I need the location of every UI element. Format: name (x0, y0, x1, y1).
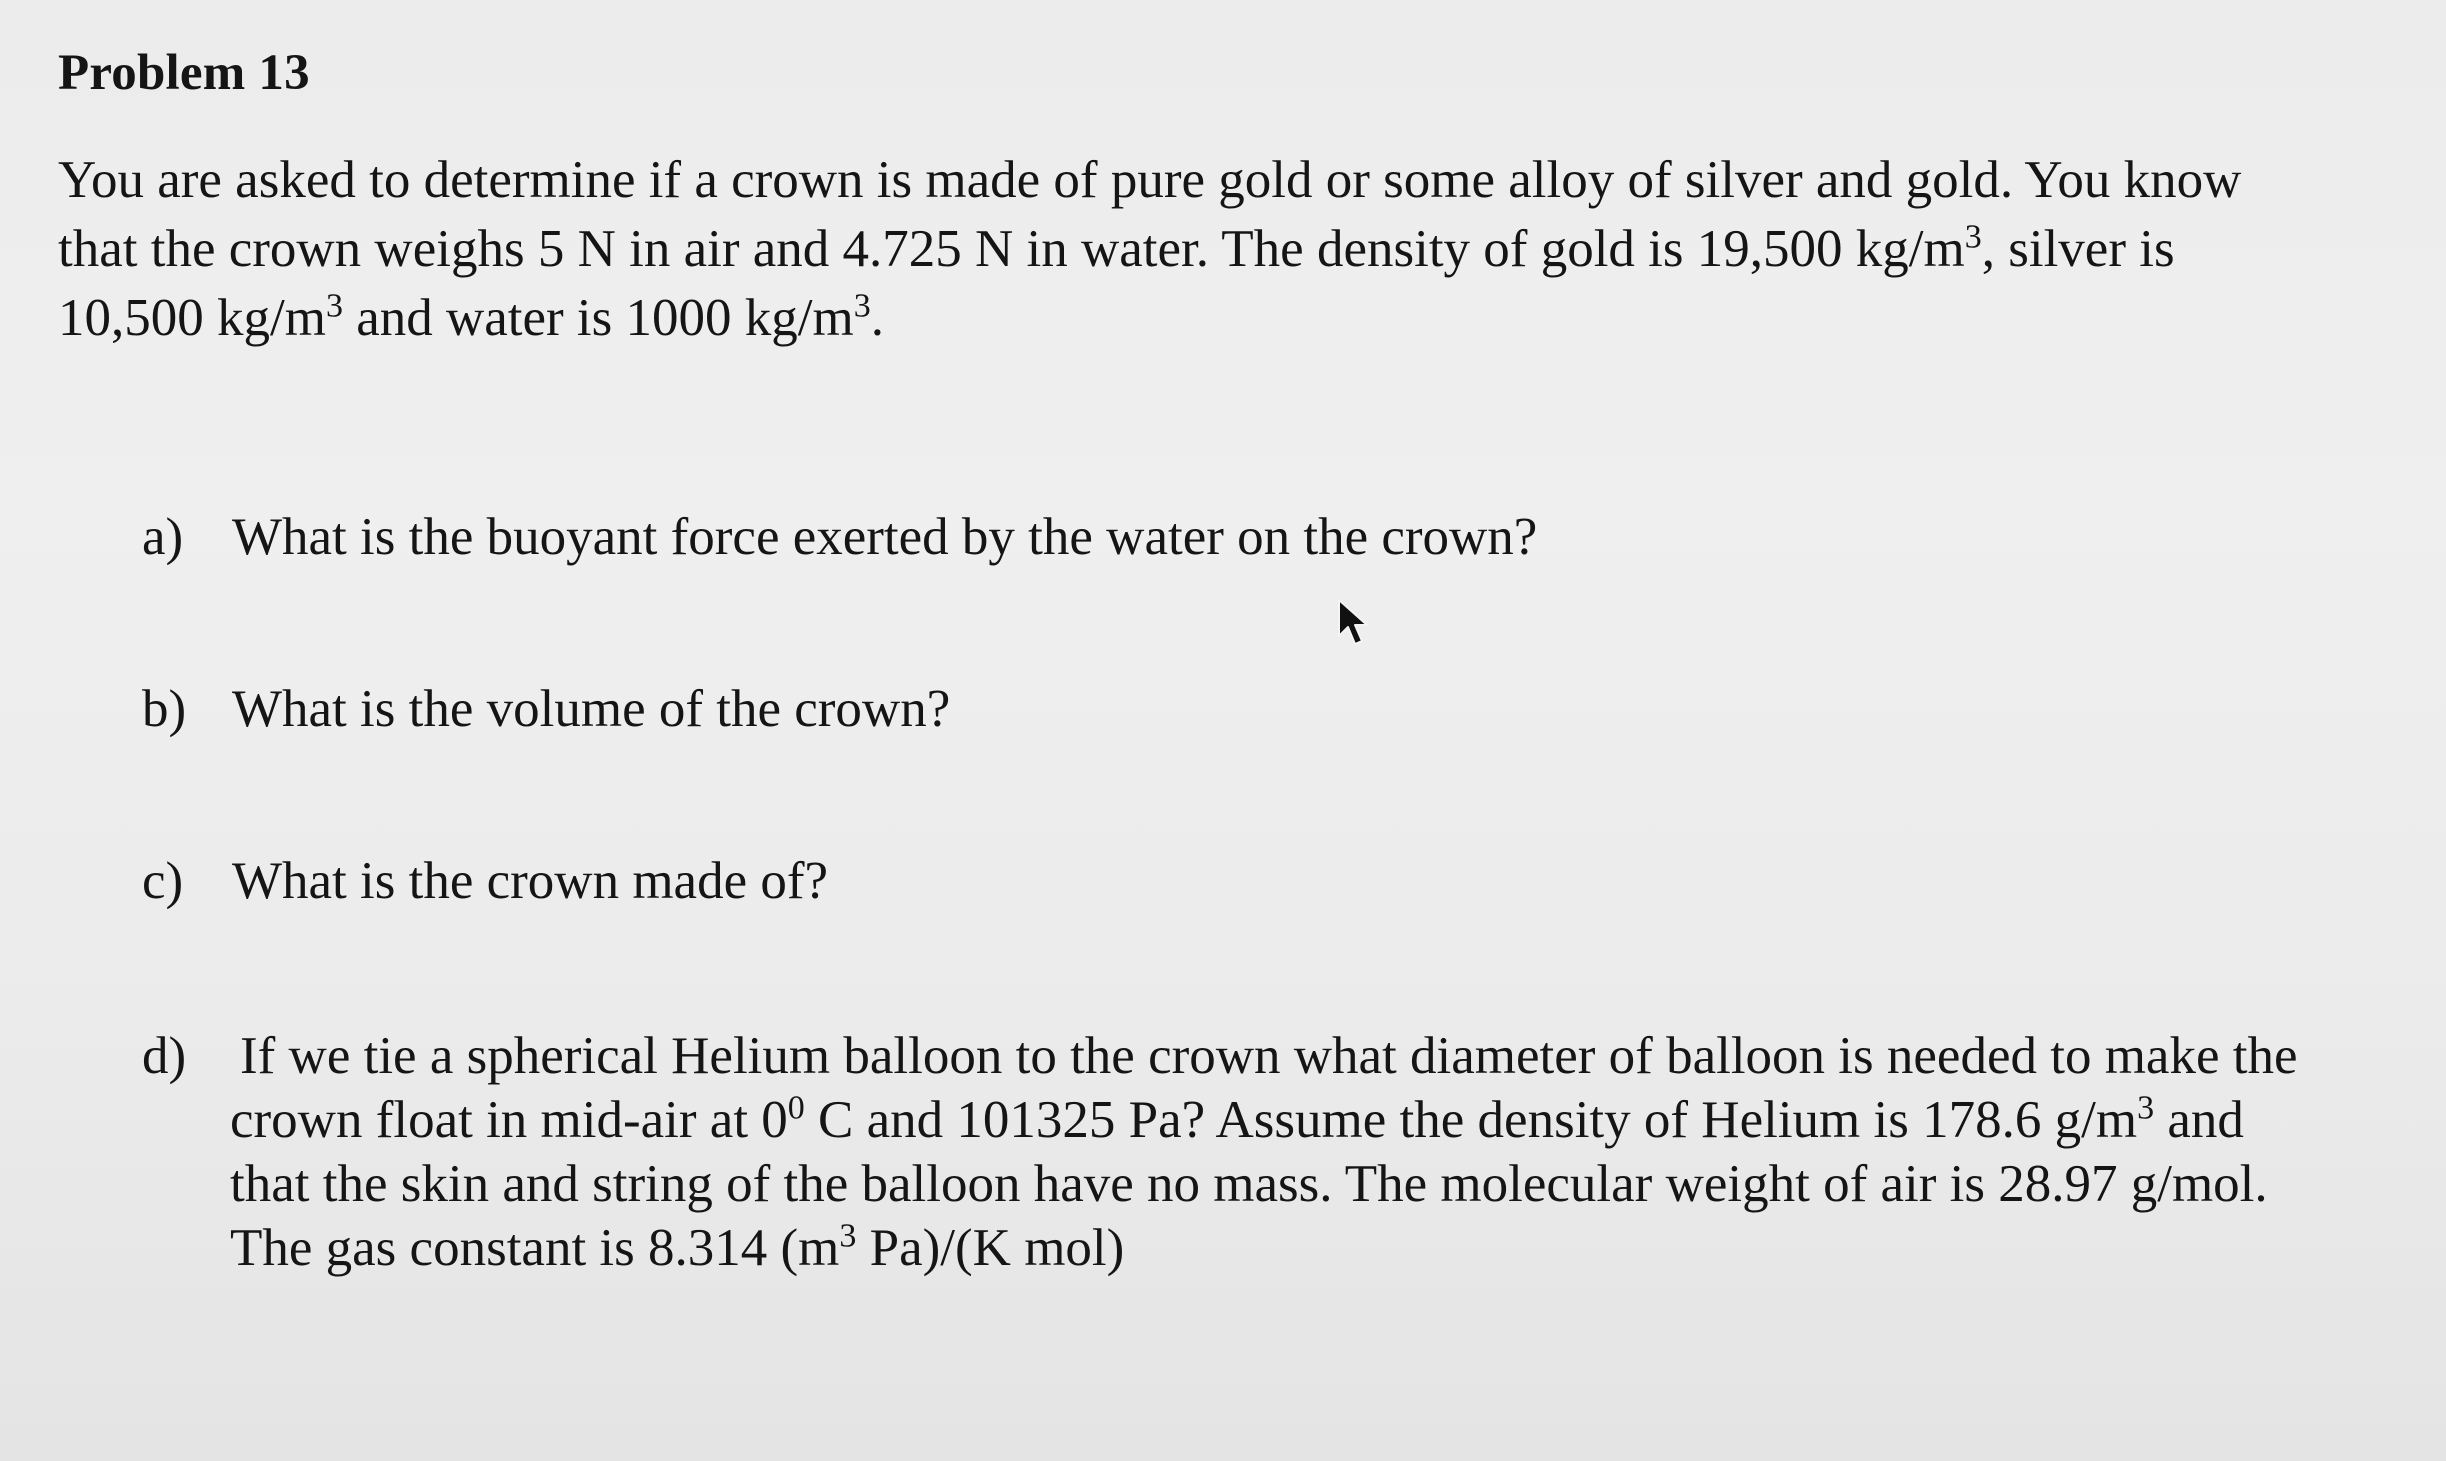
superscript: 3 (1964, 218, 1982, 256)
question-d-line-3: that the skin and string of the balloon have no mass. The molecular weight of air is 28.97 g/mol. (230, 1155, 2268, 1213)
question-text: What is the buoyant force exerted by the water on the crown? (232, 508, 1538, 566)
question-d-line-1: If we tie a spherical Helium balloon to the crown what diameter of balloon is needed to make the (240, 1027, 2298, 1085)
statement-text: that the crown weighs 5 N in air and 4.725 N in water. The density of gold is 19,500 kg/m (58, 220, 1965, 278)
question-label: c) (142, 852, 184, 910)
problem-title: Problem 13 (58, 45, 310, 101)
statement-text: and water is 1000 kg/m (342, 289, 854, 347)
statement-text: , silver is (1981, 220, 2175, 278)
superscript: 3 (2137, 1089, 2155, 1127)
problem-statement (58, 146, 2398, 353)
statement-line-2 (58, 215, 2398, 284)
question-label: b) (142, 680, 187, 738)
statement-text: 10,500 kg/m (58, 289, 326, 347)
superscript: 0 (787, 1089, 805, 1127)
question-text: What is the volume of the crown? (232, 680, 951, 738)
question-text-part: and (2154, 1091, 2244, 1149)
question-text-part: C and 101325 Pa? Assume the density of Helium is 178.6 g/m (804, 1091, 2138, 1149)
superscript: 3 (853, 287, 871, 325)
question-text-part: Pa)/(K mol) (856, 1219, 1125, 1277)
superscript: 3 (325, 287, 343, 325)
question-label: a) (142, 508, 184, 566)
question-d-line-4 (230, 1216, 2297, 1280)
question-text: What is the crown made of? (232, 852, 829, 910)
question-text-part: The gas constant is 8.314 (m (230, 1219, 840, 1277)
statement-line-1: You are asked to determine if a crown is made of pure gold or some alloy of silver and gold. You know (58, 151, 2242, 209)
question-d-line-2 (230, 1088, 2297, 1152)
question-text-part: crown float in mid-air at 0 (230, 1091, 788, 1149)
superscript: 3 (839, 1217, 857, 1255)
statement-text: . (870, 289, 884, 347)
question-label: d) (142, 1027, 187, 1085)
question-text (230, 1024, 2297, 1280)
mouse-pointer-icon (1336, 598, 1370, 648)
statement-line-3 (58, 284, 2398, 353)
